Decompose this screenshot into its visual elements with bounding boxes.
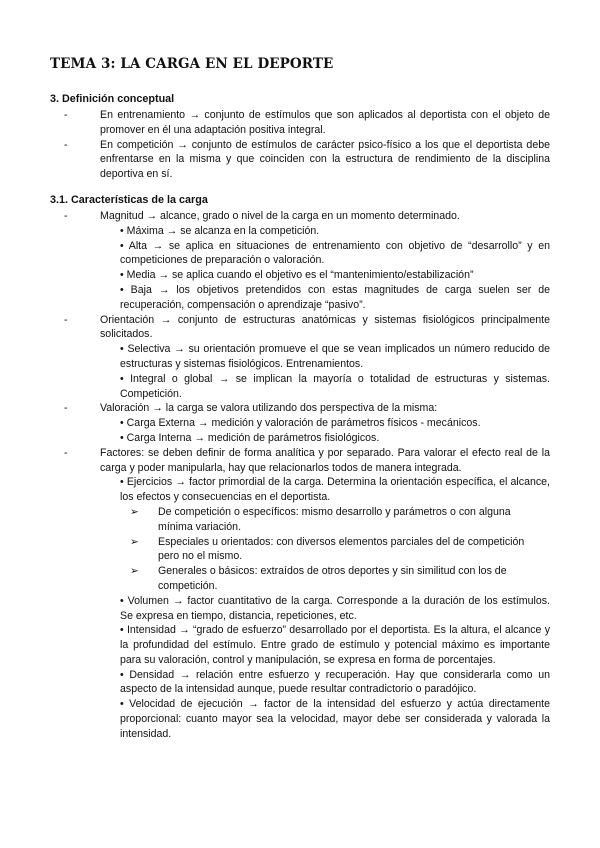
dash-marker: -	[64, 209, 68, 222]
arrow-item-text: Especiales u orientados: con diversos elementos parciales del de competición pero no el mismo.	[158, 535, 525, 563]
list-item	[50, 313, 550, 343]
sub-item: • Volumen → factor cuantitativo de la carga. Corresponde a la duración de los estímulos. Se expresa en tiempo, distancia, repeticiones, etc.	[120, 594, 550, 622]
list-item-text: En entrenamiento → conjunto de estímulos que son aplicados al deportista con el objeto de promover en él una adaptación positiva integral.	[100, 109, 550, 136]
dash-marker: -	[64, 313, 68, 326]
list-item	[50, 138, 550, 182]
sub-item: • Densidad → relación entre esfuerzo y recuperación. Hay que considerarla como un aspecto de la intensidad aunque, puede resultar contradictorio o paradójico.	[120, 668, 550, 696]
arrow-item	[50, 505, 550, 535]
section-heading: 3. Definición conceptual	[50, 93, 175, 105]
list-item	[50, 108, 550, 138]
list-item-text: Factores: se deben definir de forma analítica y por separado. Para valorar el efecto real de la carga y poder manipularla, hay que relacionarlos todos de manera integrada.	[100, 446, 550, 474]
arrow-item	[50, 564, 550, 594]
sub-item: • Integral o global → se implican la mayoría o totalidad de estructuras y sistemas. Competición.	[120, 372, 550, 400]
list-item	[50, 209, 550, 224]
arrow-bullet-icon: ➢	[130, 565, 139, 578]
arrow-item	[50, 535, 550, 565]
list-item-text: Valoración → la carga se valora utilizando dos perspectiva de la misma:	[100, 402, 438, 415]
sub-item: • Media → se aplica cuando el objetivo es el “mantenimiento/estabilización”	[120, 269, 474, 282]
list-item-text: Orientación → conjunto de estructuras anatómicas y sistemas fisiológicos principalmente solicitados.	[100, 313, 550, 341]
arrow-bullet-icon: ➢	[130, 535, 139, 548]
dash-marker: -	[64, 138, 68, 151]
list-item-text: Magnitud → alcance, grado o nivel de la carga en un momento determinado.	[100, 209, 460, 222]
section-heading: 3.1. Características de la carga	[50, 193, 208, 206]
arrow-item-text: Generales o básicos: extraídos de otros deportes y sin similitud con los de competición.	[158, 565, 507, 592]
list-item	[50, 446, 550, 476]
sub-item: • Baja → los objetivos pretendidos con estas magnitudes de carga suelen ser de recuperación, compensación o aprendizaje “pasivo”.	[120, 283, 550, 311]
arrow-item-text: De competición o específicos: mismo desarrollo y parámetros o con alguna mínima variación.	[158, 505, 511, 533]
sub-item: • Ejercicios → factor primordial de la carga. Determina la orientación específica, el alcance, los efectos y consecuencias en el deportista.	[120, 476, 550, 504]
list-item	[50, 401, 550, 416]
sub-item: • Carga Externa → medición y valoración de parámetros físicos - mecánicos.	[120, 417, 481, 430]
sub-item: • Velocidad de ejecución → factor de la intensidad del esfuerzo y actúa directamente proporcional: cuanto mayor sea la velocidad, mayor debe ser considerada y valorada la intensidad.	[120, 698, 550, 740]
sub-item: • Alta → se aplica en situaciones de entrenamiento con objetivo de “desarrollo” y en competiciones de preparación o valoración.	[120, 239, 550, 267]
list-item-text: En competición → conjunto de estímulos de carácter psico-físico a los que el deportista debe enfrentarse en la misma y que coinciden con la estructura de rendimiento de la disciplina deportiva en sí.	[100, 138, 550, 181]
dash-marker: -	[64, 109, 68, 121]
arrow-bullet-icon: ➢	[130, 505, 139, 518]
dash-marker: -	[64, 446, 68, 459]
sub-item: • Selectiva → su orientación promueve el que se vean implicados un número reducido de estructuras y sistemas fisiológicos. Entrenamientos.	[120, 343, 550, 370]
sub-item: • Carga Interna → medición de parámetros fisiológicos.	[120, 431, 380, 444]
sub-item: • Máxima → se alcanza en la competición.	[120, 224, 320, 237]
sub-item: • Intensidad → “grado de esfuerzo” desarrollado por el deportista. Es la altura, el alcance y la profundidad del estímulo. Entre grado de estímulo y potencial máximo es importante para su valoración, control y manipulación, se expresa en forma de porcentajes.	[120, 624, 550, 666]
page-title: TEMA 3: LA CARGA EN EL DEPORTE	[50, 56, 334, 72]
dash-marker: -	[64, 402, 68, 415]
